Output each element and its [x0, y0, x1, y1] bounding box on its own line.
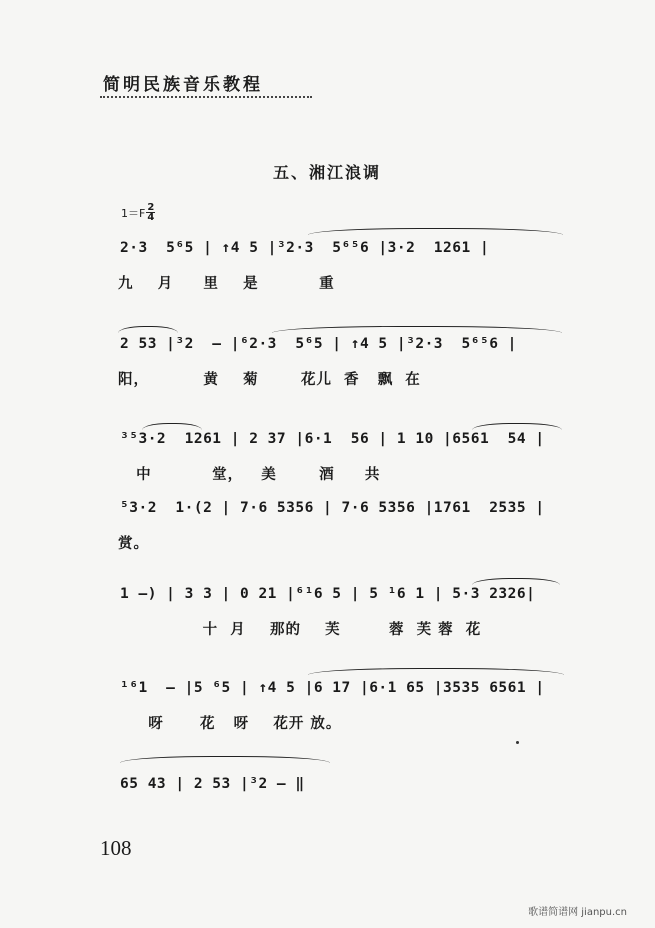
score-row-2 [112, 336, 564, 416]
key-label: 1＝F [121, 206, 146, 220]
score-row-6 [112, 680, 564, 760]
score-row-3 [112, 431, 564, 511]
notation-line: 1 —) | 3 3 | 0 21 |⁶¹6 5 | 5 ¹6 1 | 5·3 2326| [120, 586, 536, 602]
notation-line: ⁵3·2 1·(2 | 7·6 5356 | 7·6 5356 |1761 2535 | [120, 500, 545, 516]
lyrics-line: 十 月 那的 芙 蓉 芙 蓉 花 [118, 622, 482, 638]
phrase-slur [272, 326, 562, 333]
phrase-slur [118, 326, 178, 333]
notation-line: 65 43 | 2 53 |³2 — ‖ [120, 776, 305, 792]
phrase-slur [308, 668, 564, 675]
phrase-slur [120, 756, 330, 763]
notation-line: 2·3 5⁶5 | ↑4 5 |³2·3 5⁶⁵6 |3·2 1261 | [120, 240, 490, 256]
phrase-slur [472, 423, 562, 430]
phrase-slur [472, 578, 560, 585]
time-signature [146, 203, 155, 222]
time-signature-top: 2 [147, 202, 155, 213]
notation-line: ³⁵3·2 1261 | 2 37 |6·1 56 | 1 10 |6561 54 | [120, 431, 545, 447]
phrase-slur [308, 228, 563, 235]
lyrics-line: 九 月 里 是 重 [118, 276, 335, 292]
notation-line: ¹⁶1 — |5 ⁶5 | ↑4 5 |6 17 |6·1 65 |3535 6561 | [120, 680, 545, 696]
header-dotted-rule [100, 96, 312, 98]
site-watermark: 歌谱简谱网 jianpu.cn [528, 907, 627, 918]
score-row-1 [112, 240, 564, 320]
key-signature [121, 203, 155, 222]
score-row-5 [112, 586, 564, 666]
book-header-title: 简明民族音乐教程 [103, 75, 263, 95]
song-title: 五、湘江浪调 [273, 163, 382, 182]
phrase-slur [142, 423, 202, 430]
page-number: 108 [100, 836, 132, 860]
time-signature-bottom: 4 [147, 212, 155, 223]
lyrics-line: 赏。 [118, 536, 149, 552]
lyrics-line: 呀 花 呀 花开 放。 [118, 716, 342, 732]
lyrics-line: 阳， 黄 菊 花儿 香 飘 在 [118, 372, 421, 388]
score-row-7 [112, 776, 564, 856]
notation-line: 2 53 |³2 — |⁶2·3 5⁶5 | ↑4 5 |³2·3 5⁶⁵6 | [120, 336, 517, 352]
scan-speck [516, 741, 519, 744]
lyrics-line: 中 堂， 美 酒 共 [118, 467, 381, 483]
score-row-4 [112, 500, 564, 580]
